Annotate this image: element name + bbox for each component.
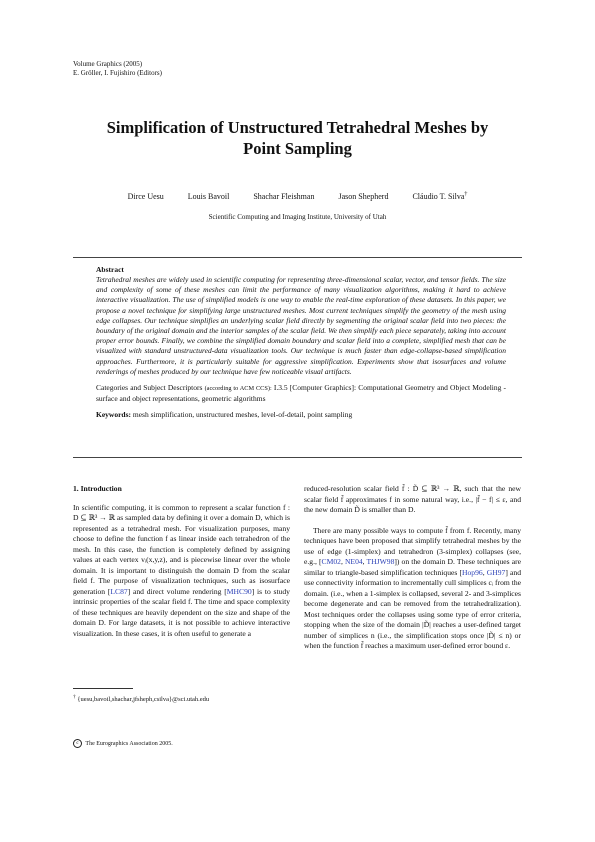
right-column <box>304 484 521 652</box>
keywords <box>96 410 506 420</box>
left-column <box>73 484 290 639</box>
copyright-icon: c <box>73 739 82 748</box>
footnote-mark: † <box>73 694 76 700</box>
intro-paragraph-2: There are many possible ways to compute f̃ from f. Recently, many techniques have been proposed that simplify tetrahedral meshes by the use of edge (1-simplex) and tetrahedron (3-simplex) collapses (see, e.g., [CM02, NE04, THJW98]) on the domain D. These techniques are similar to triangle-based simplification techniques [Hop96, GH97] and use connectivity information to incrementally cull simplices cᵢ from the domain. (i.e., when a 1-simplex is collapsed, several 2- and 3-simplices become degenerate and can be removed from the tetrahedralization). Most techniques order the collapses using some type of error criteria, stopping when the size of the domain |D̃| reaches a user-defined target number of simplices n (i.e., the simplification stops once |D̃| ≤ n) or when the function f̃ reaches a maximum user-defined error bound ε. <box>304 525 522 650</box>
categories-label: Categories and Subject Descriptors <box>96 383 203 393</box>
citation-link[interactable]: Hop96 <box>462 567 483 577</box>
intro-paragraph-continued: reduced-resolution scalar field f̃ : D̃ ⊆ ℝ³ → ℝ, such that the new scalar field f̃ approximates f in some natural way, i.e., |f̃ − f| ≤ ε, and the new domain D̃ is smaller than D. <box>304 484 521 514</box>
citation-link[interactable]: NE04 <box>344 557 363 566</box>
author-name: Louis Bavoil <box>187 191 230 201</box>
author-name: Cláudio T. Silva† <box>412 191 468 201</box>
abstract-block <box>96 265 506 420</box>
categories <box>96 383 506 404</box>
keywords-text: mesh simplification, unstructured meshes, level-of-detail, point sampling <box>132 410 353 420</box>
author-name: Jason Shepherd <box>338 191 389 201</box>
intro-paragraph-1: In scientific computing, it is common to represent a scalar function f : D ⊆ ℝ³ → ℝ as sampled data by defining it over a domain D, which is represented as a tetrahedral mesh. For visualization purposes, many choose to define the function f as linear inside each tetrahedron of the mesh. In this case, the function is completely defined by assigning values at each vertex vᵢ(x,y,z), and is piecewise linear over the whole domain. It is important to distinguish the domain D from the scalar field f. The purpose of visualization techniques, such as isosurface generation [LC87] and direct volume rendering [MHC90] is to study intrinsic properties of the scalar field f. The time and space complexity of these techniques are heavily dependent on the size and shape of the domain D. For large datasets, it is not possible to achieve interactive visualization. In these cases, it is often useful to generate a <box>73 502 290 638</box>
author-name: Shachar Fleishman <box>253 191 315 201</box>
abstract-text: Tetrahedral meshes are widely used in scientific computing for representing three-dimensional scalar, vector, and tensor fields. The size and complexity of some of these meshes can limit the performance of many visualization algorithms, making it hard to achieve interactive visualization. The use of simplified models is one way to enable the real-time exploration of these datasets. In this paper, we propose a novel technique for simplifying large unstructured meshes. Most current techniques simplify the geometry of the mesh using edge collapses. Our technique simplifies an underlying scalar field directly by segmenting the original scalar field into two pieces: the boundary of the original domain and the interior samples of the scalar field. We then simplify each piece separately, taking into account proper error bounds. Finally, we combine the simplified domain boundary and scalar field into a complete, simplified mesh that can be visualized with standard unstructured-data visualization tools. Our technique is much faster than edge-collapse-based simplification approaches. Furthermore, it is particularly suitable for aggressive simplification. Experiments show that isosurfaces and volume renderings of meshes produced by our technique have few noticeable visual artifacts. <box>96 275 506 376</box>
footnote <box>73 694 209 703</box>
venue-line-1: Volume Graphics (2005) <box>73 60 143 68</box>
copyright-text: The Eurographics Association 2005. <box>85 740 173 747</box>
footnote-rule <box>73 688 133 689</box>
categories-note: (according to ACM CCS): <box>204 385 272 393</box>
paper-title <box>60 117 535 159</box>
citation-link[interactable]: GH97 <box>486 567 506 577</box>
author-footnote-mark: † <box>464 191 468 197</box>
citation-link[interactable]: LC87 <box>110 586 128 596</box>
abstract-heading: Abstract <box>96 265 124 274</box>
footnote-text: {uesu,bavoil,shachar,jfsheph,csilva}@sci.utah.edu <box>77 696 210 704</box>
copyright <box>73 739 173 748</box>
affiliation: Scientific Computing and Imaging Institute, University of Utah <box>208 213 387 221</box>
title-line-2: Point Sampling <box>243 139 352 158</box>
venue-header <box>73 60 162 78</box>
keywords-label: Keywords: <box>96 410 131 420</box>
venue-line-2: E. Gröller, I. Fujishiro (Editors) <box>73 69 162 77</box>
author-list <box>60 191 535 201</box>
section-heading: 1. Introduction <box>73 484 122 493</box>
citation-link[interactable]: THJW98 <box>366 557 395 566</box>
author-name: Dirce Uesu <box>127 191 164 201</box>
title-line-1: Simplification of Unstructured Tetrahedral Meshes by <box>106 118 489 137</box>
categories-text: I.3.5 [Computer Graphics]: Computational Geometry and Object Modeling - surface and object representations, geometric algorithms <box>96 383 507 404</box>
citation-link[interactable]: MHC90 <box>226 586 252 596</box>
abstract-top-rule <box>73 257 522 258</box>
abstract-bottom-rule <box>73 457 522 458</box>
citation-link[interactable]: CM02 <box>321 557 341 566</box>
